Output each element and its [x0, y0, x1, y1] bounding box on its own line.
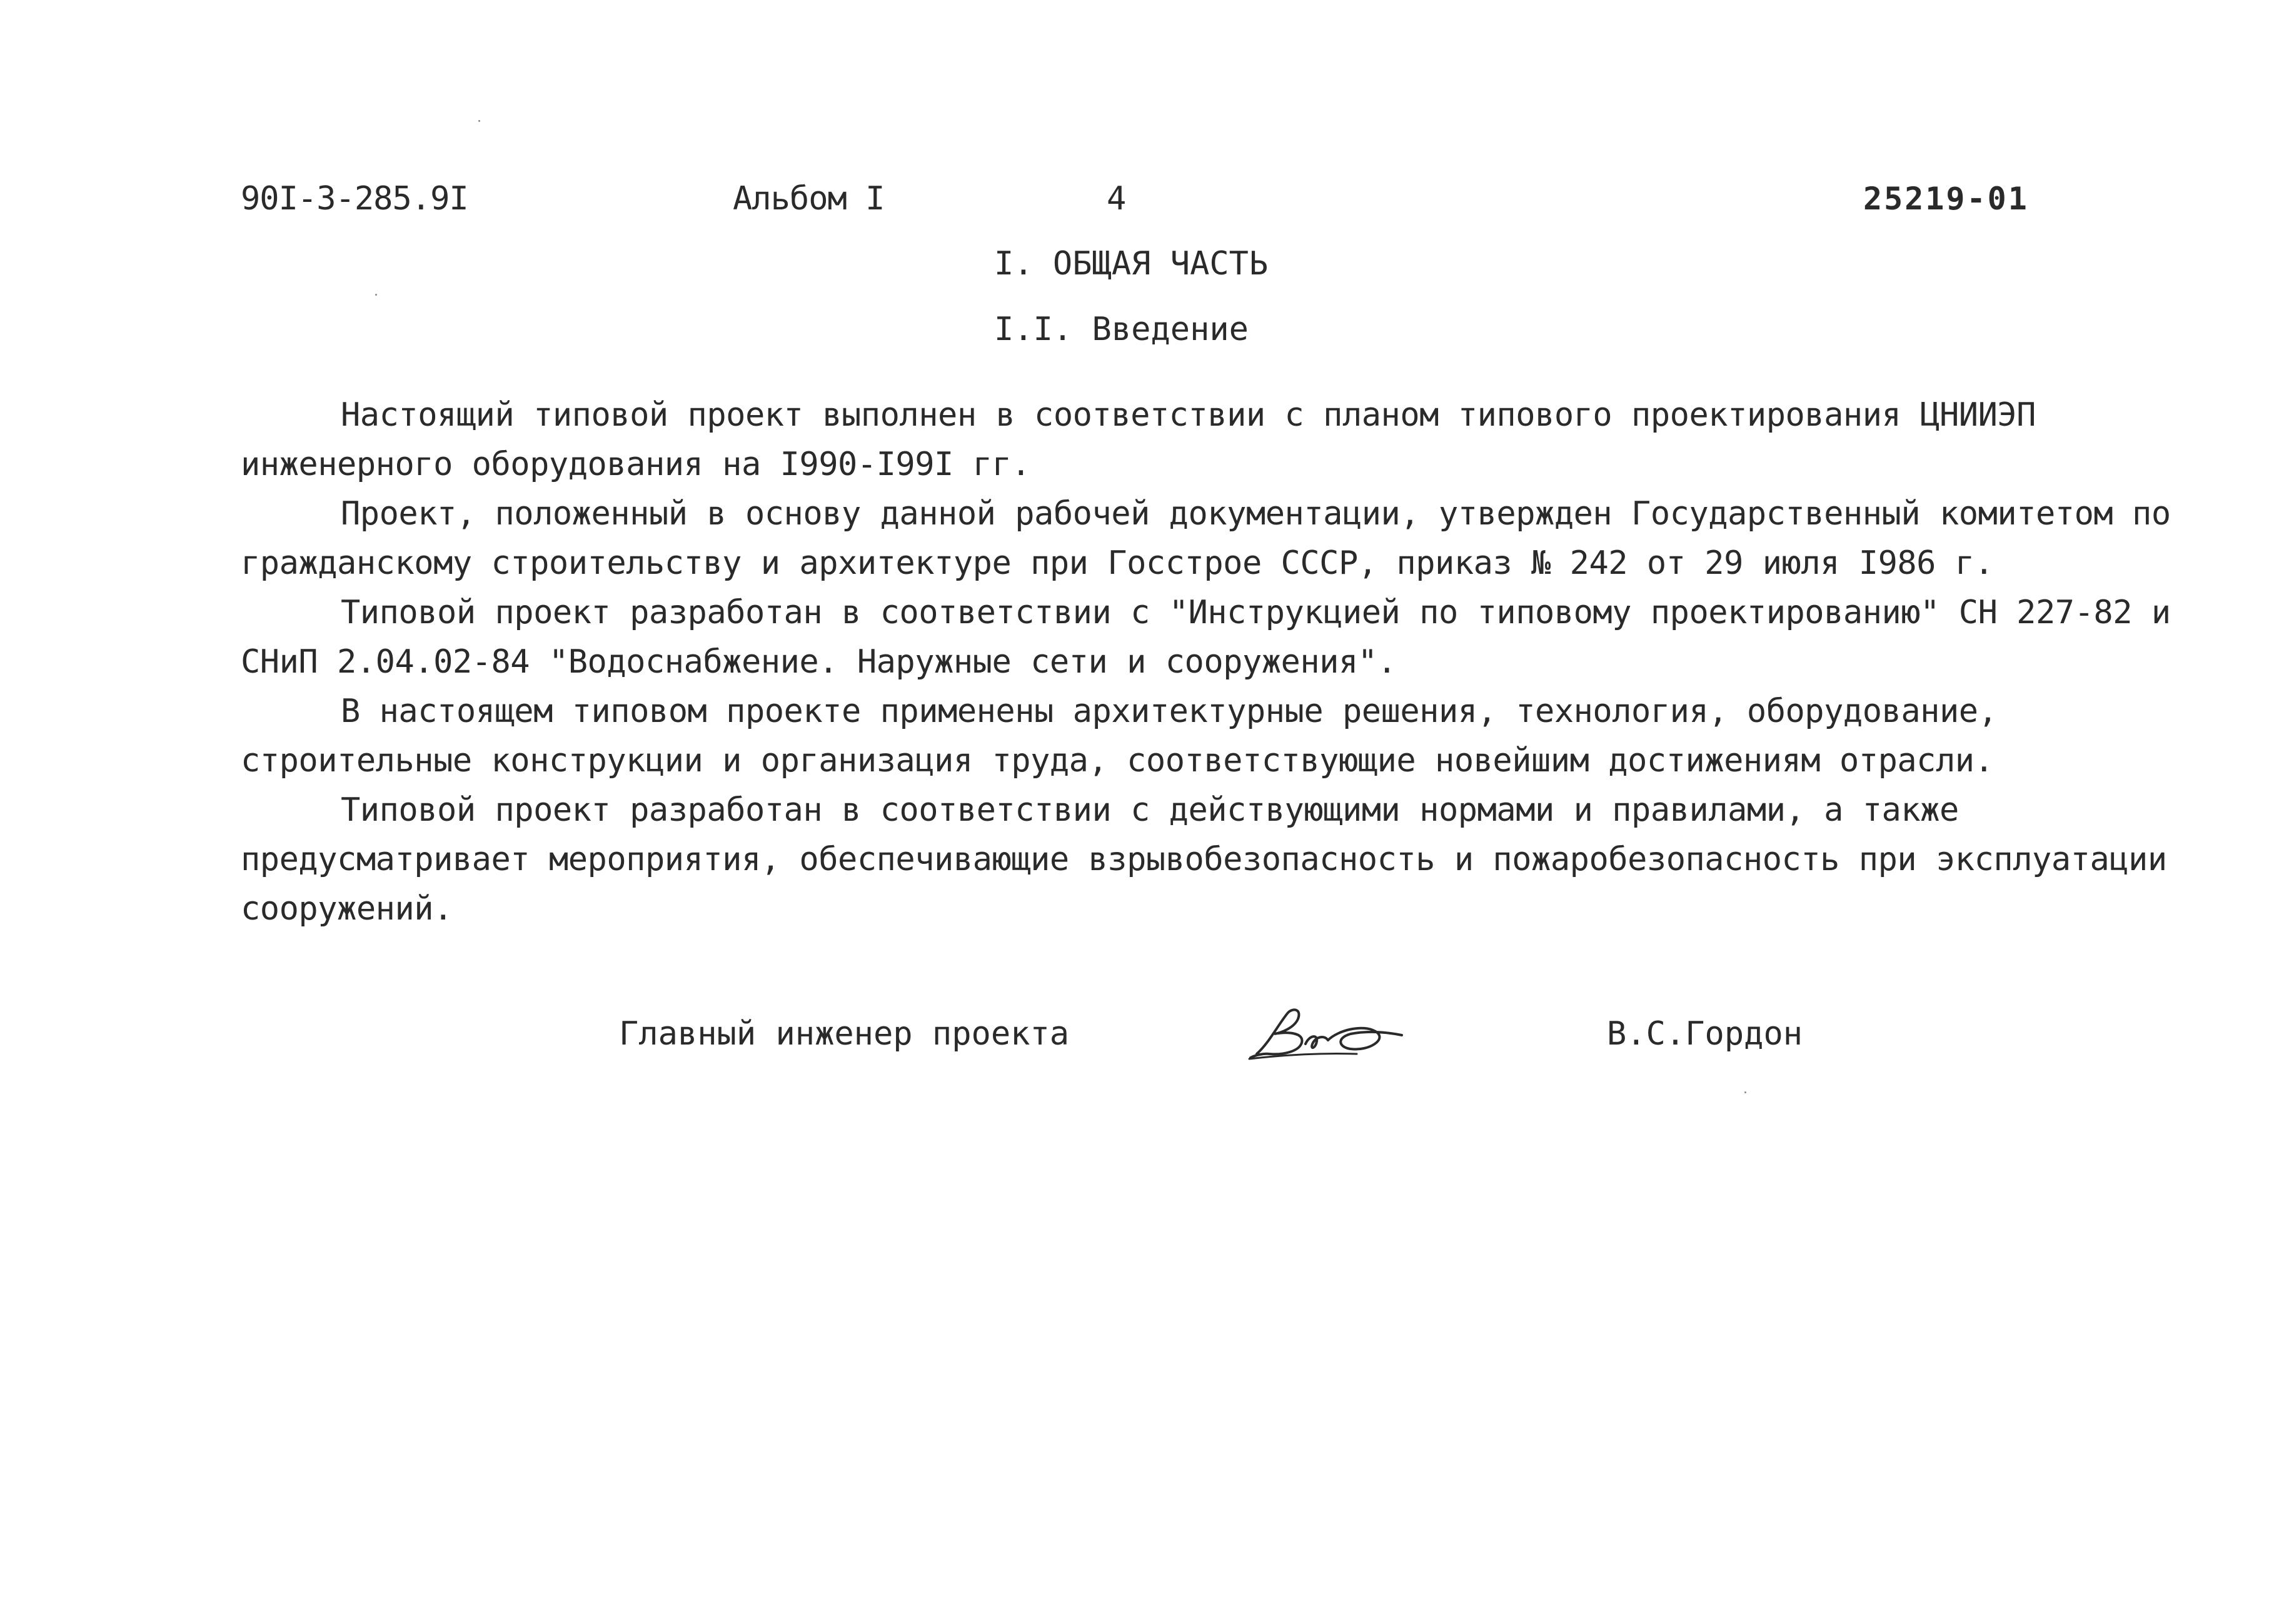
- album-label: Альбом I: [733, 180, 885, 218]
- paragraph-standards: Типовой проект разработан в соответствии с "Инструкцией по типовому проектированию" СН 227-82 и СНиП 2.04.02-84 "Водоснабжение. Наружные сети и сооружения".: [241, 594, 2171, 681]
- inventory-stamp-number: 25219-01: [1863, 181, 2029, 217]
- paragraph-approval: Проект, положенный в основу данной рабочей документации, утвержден Государственный комитетом по гражданскому строительству и архитектуре при Госстрое СССР, приказ № 242 от 29 июля I986 г.: [241, 495, 2171, 582]
- subsection-title: I.I. Введение: [994, 311, 1249, 348]
- paragraph-safety: Типовой проект разработан в соответствии с действующими нормами и правилами, а также предусматривает мероприятия, обеспечивающие взрывобезопасность и пожаробезопасность при эксплуатации сооружений.: [241, 791, 2167, 928]
- paragraph-intro: Настоящий типовой проект выполнен в соответствии с планом типового проектирования ЦНИИЭП инженерного оборудования на I990-I99I гг.: [241, 396, 2036, 483]
- scan-speck: [478, 120, 480, 122]
- body-text: [241, 391, 2198, 934]
- handwritten-signature: [1244, 1005, 1407, 1061]
- signature-block: [0, 1005, 2289, 1068]
- signatory-name: В.С.Гордон: [1607, 1015, 1803, 1053]
- signatory-role: Главный инженер проекта: [619, 1015, 1070, 1053]
- paragraph-solutions: В настоящем типовом проекте применены архитектурные решения, технология, оборудование, строительные конструкции и организация труда, соответствующие новейшим достижениям отрасли.: [241, 693, 1998, 779]
- scan-speck: [1744, 1091, 1746, 1093]
- scan-speck: [375, 294, 377, 296]
- section-title: I. ОБЩАЯ ЧАСТЬ: [994, 245, 1269, 283]
- page-number: 4: [1107, 180, 1126, 218]
- document-code: 90I-3-285.9I: [241, 180, 468, 218]
